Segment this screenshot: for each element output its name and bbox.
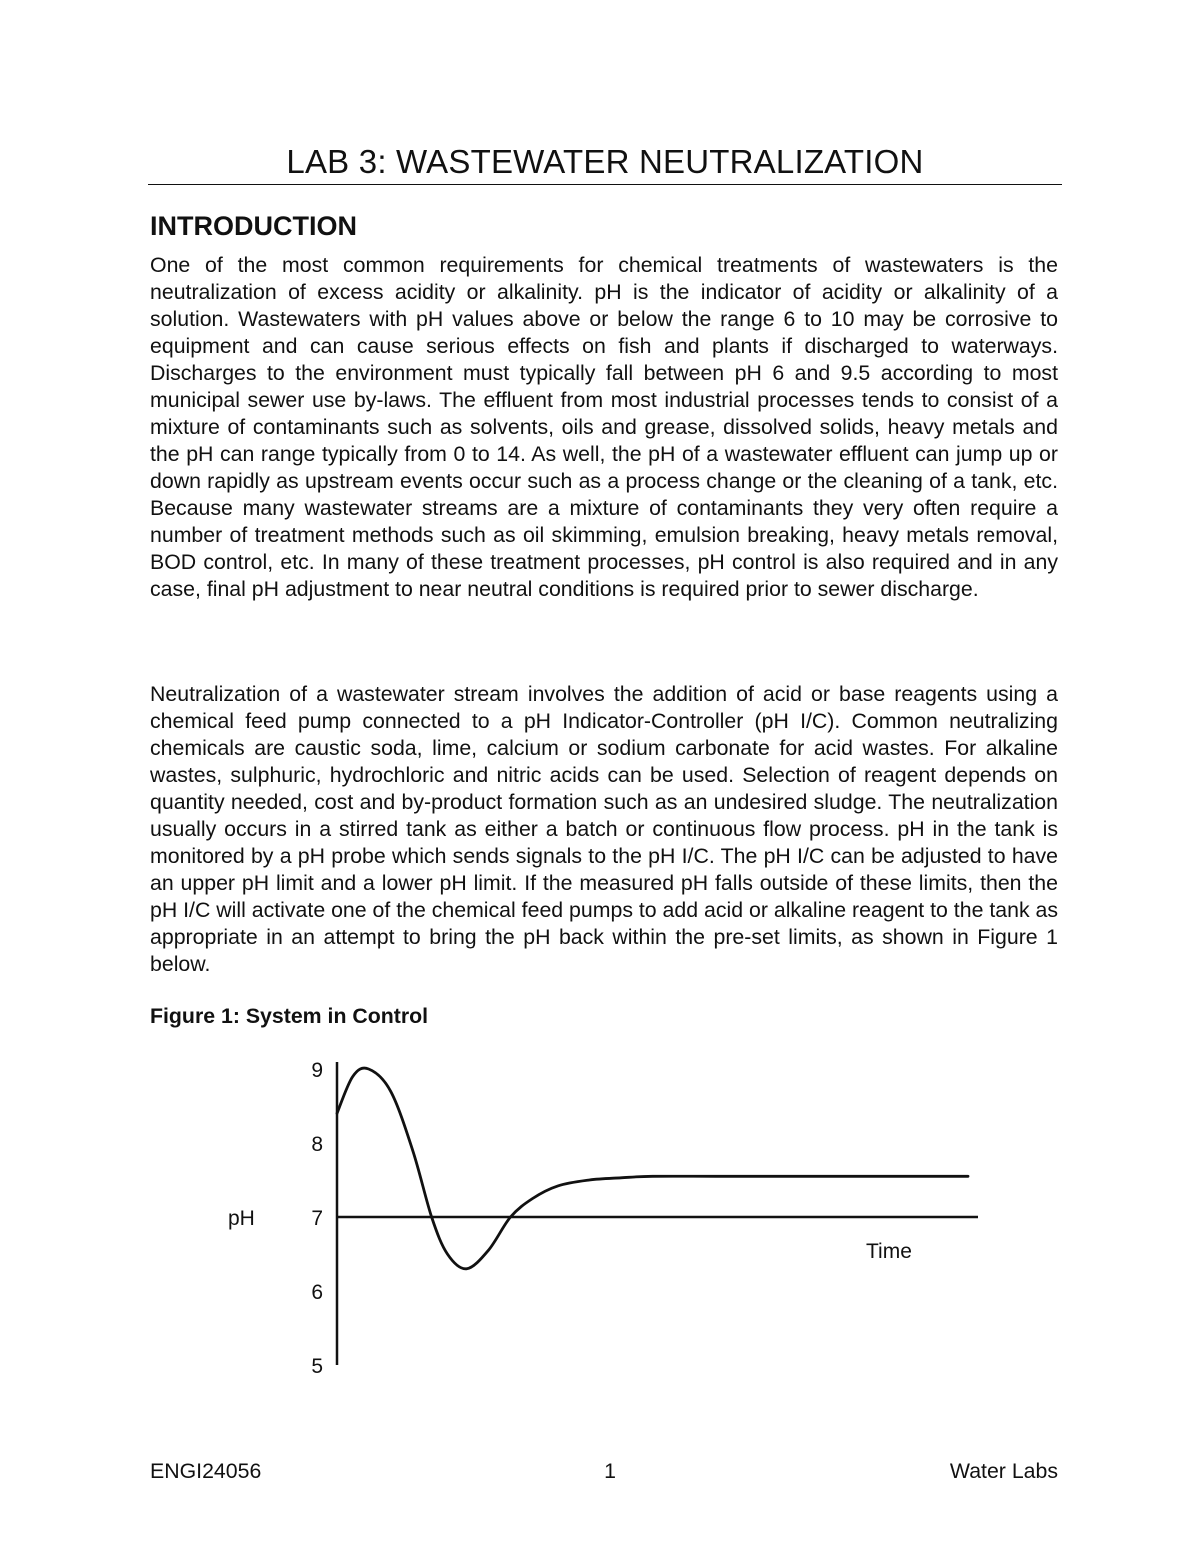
y-tick-label: 6 — [311, 1281, 323, 1304]
y-tick-label: 9 — [311, 1059, 323, 1082]
intro-paragraph-2: Neutralization of a wastewater stream involves the addition of acid or base reagents using a chemical feed pump connected to a pH Indicator-Controller (pH I/C). Common neutralizing chemicals are caustic soda, lime, calcium or sodium carbonate for acid wastes. For alkaline wastes, sulphuric, hydrochloric and nitric acids can be used. Selection of reagent depends on quantity needed, cost and by-product formation such as an undesired sludge. The neutralization usually occurs in a stirred tank as either a batch or continuous flow process. pH in the tank is monitored by a pH probe which sends signals to the pH I/C. The pH I/C can be adjusted to have an upper pH limit and a lower pH limit. If the measured pH falls outside of these limits, then the pH I/C will activate one of the chemical feed pumps to add acid or alkaline reagent to the tank as appropriate in an attempt to bring the pH back within the pre-set limits, as shown in Figure 1 below. — [150, 682, 1058, 976]
page-title: LAB 3: WASTEWATER NEUTRALIZATION — [286, 143, 924, 180]
figure-caption: Figure 1: System in Control — [150, 1004, 429, 1028]
y-axis-label: pH — [228, 1207, 255, 1230]
footer-page-number: 1 — [604, 1459, 616, 1483]
ph-response-line — [337, 1068, 968, 1269]
ph-chart — [0, 1040, 1200, 1380]
x-axis-label: Time — [866, 1240, 912, 1263]
y-tick-label: 7 — [311, 1207, 323, 1230]
section-heading: INTRODUCTION — [150, 211, 357, 241]
title-rule — [148, 184, 1062, 185]
y-tick-label: 5 — [311, 1355, 323, 1378]
chart-root — [228, 1059, 978, 1378]
footer-right-label: Water Labs — [949, 1459, 1058, 1483]
intro-paragraph-1: One of the most common requirements for chemical treatments of wastewaters is the neutralization of excess acidity or alkalinity. pH is the indicator of acidity or alkalinity of a solution. Wastewaters with pH values above or below the range 6 to 10 may be corrosive to equipment and can cause serious effects on fish and plants if discharged to waterways. Discharges to the environment must typically fall between pH 6 and 9.5 according to most municipal sewer use by-laws. The effluent from most industrial processes tends to consist of a mixture of contaminants such as solvents, oils and grease, dissolved solids, heavy metals and the pH can range typically from 0 to 14. As well, the pH of a wastewater effluent can jump up or down rapidly as upstream events occur such as a process change or the cleaning of a tank, etc. Because many wastewater streams are a mixture of contaminants they very often require a number of treatment methods such as oil skimming, emulsion breaking, heavy metals removal, BOD control, etc. In many of these treatment processes, pH control is also required and in any case, final pH adjustment to near neutral conditions is required prior to sewer discharge. — [150, 253, 1058, 601]
footer-course-code: ENGI24056 — [150, 1459, 262, 1483]
y-tick-label: 8 — [311, 1133, 323, 1156]
